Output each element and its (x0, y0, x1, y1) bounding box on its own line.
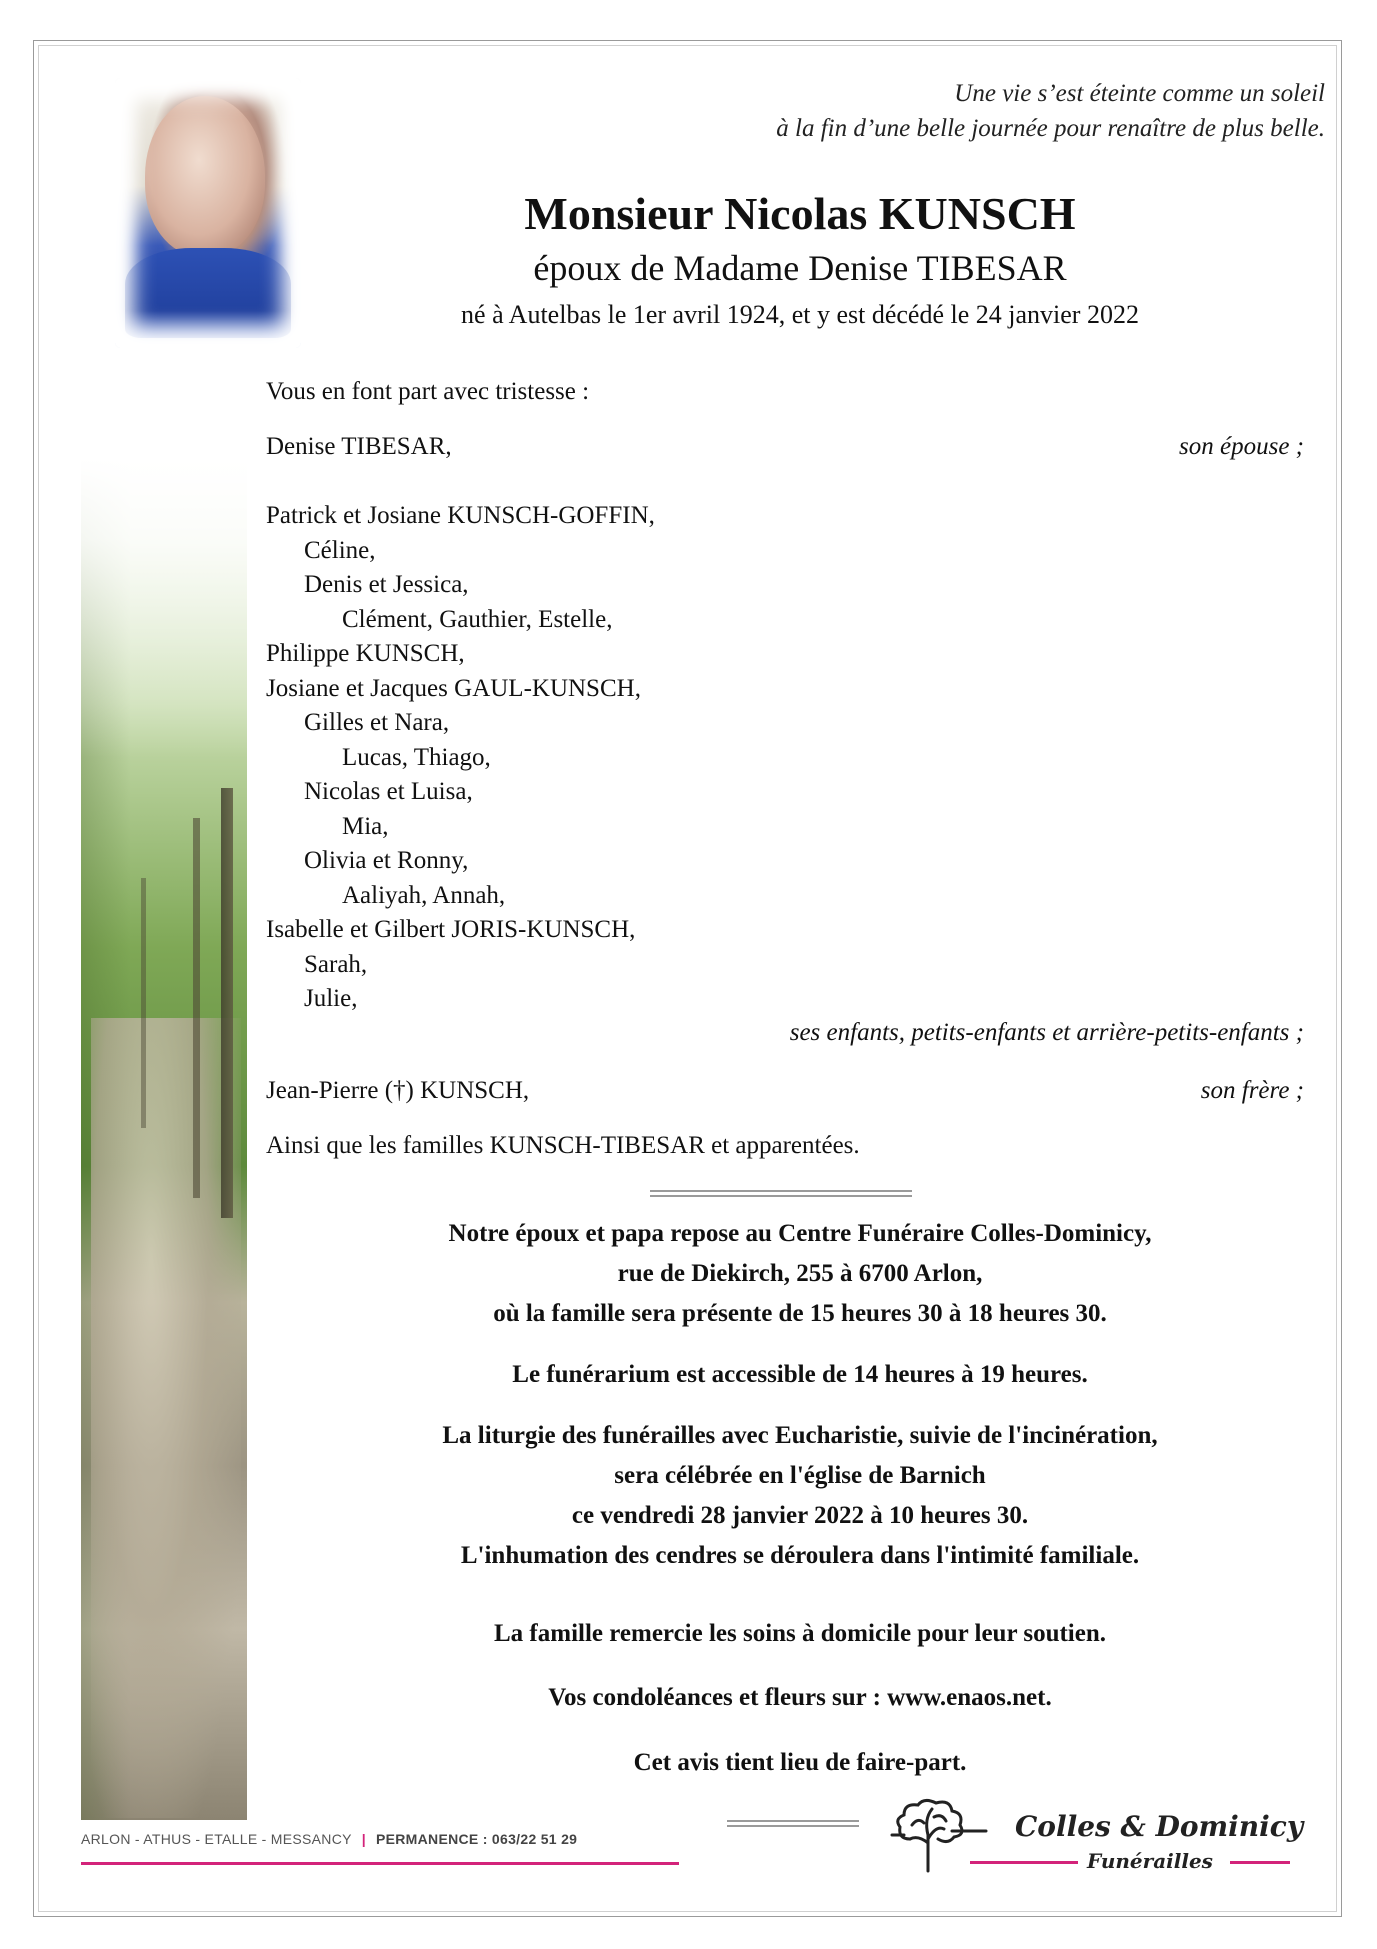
footer-contact (81, 1831, 577, 1847)
quote-line-2: à la fin d’une belle journée pour renaître de plus belle. (776, 115, 1325, 142)
deceased-spouse: époux de Madame Denise TIBESAR (533, 248, 1067, 288)
quote-line-1: Une vie s’est éteinte comme un soleil (954, 80, 1325, 107)
repose-line-2: rue de Diekirch, 255 à 6700 Arlon, (617, 1260, 983, 1287)
epigraph-quote (625, 76, 1325, 146)
family-member-line: Julie, (304, 985, 358, 1012)
deceased-name: Monsieur Nicolas KUNSCH (524, 188, 1076, 239)
birth-death-dates: né à Autelbas le 1er avril 1924, et y est décédé le 24 janvier 2022 (461, 300, 1139, 329)
spouse-line (266, 430, 1304, 465)
portrait-photo (115, 78, 301, 348)
logo-divider (727, 1820, 859, 1827)
family-member-line: Denis et Jessica, (304, 571, 469, 598)
family-member-line: Aaliyah, Annah, (342, 881, 506, 909)
family-member-line: Nicolas et Luisa, (304, 778, 473, 805)
brother-line (266, 1074, 1304, 1109)
footer-separator: | (361, 1831, 366, 1847)
forest-path-image (81, 458, 247, 1820)
spouse-role: son épouse ; (1179, 433, 1304, 460)
family-member-line: Céline, (304, 536, 376, 564)
logo-pink-line-right (1230, 1861, 1290, 1864)
liturgy-line-1: La liturgie des funérailles avec Eucharistie, suivie de l'incinération, (442, 1422, 1158, 1449)
children-list (266, 499, 1304, 1017)
repose-info (300, 1214, 1300, 1334)
children-role-line: ses enfants, petits-enfants et arrière-petits-enfants ; (789, 1019, 1304, 1046)
section-divider (650, 1190, 912, 1197)
announcement-intro: Vous en font part avec tristesse : (266, 378, 590, 405)
family-member-line: Clément, Gauthier, Estelle, (342, 605, 613, 633)
logo-company-sub: Funérailles (1087, 1849, 1213, 1873)
footer-permanence: PERMANENCE : 063/22 51 29 (376, 1831, 578, 1847)
family-member-line: Gilles et Nara, (304, 709, 450, 736)
family-member-line: Mia, (342, 812, 389, 840)
repose-line-1: Notre époux et papa repose au Centre Funéraire Colles-Dominicy, (448, 1220, 1152, 1247)
family-member-line: Olivia et Ronny, (304, 847, 469, 874)
families-line: Ainsi que les familles KUNSCH-TIBESAR et apparentées. (266, 1132, 860, 1159)
spouse-name: Denise TIBESAR, (266, 433, 452, 460)
family-member-line: Philippe KUNSCH, (266, 640, 465, 667)
family-member-line: Lucas, Thiago, (342, 743, 491, 771)
repose-line-3: où la famille sera présente de 15 heures 30 à 18 heures 30. (493, 1300, 1107, 1327)
liturgy-line-4: L'inhumation des cendres se déroulera dans l'intimité familiale. (460, 1542, 1140, 1569)
footer-pink-line-left (81, 1862, 679, 1865)
logo-company-name: Colles & Dominicy (1015, 1810, 1304, 1843)
family-member-line: Patrick et Josiane KUNSCH-GOFFIN, (266, 502, 655, 529)
thanks-info: La famille remercie les soins à domicile pour leur soutien. (494, 1620, 1106, 1647)
logo-pink-line-left (970, 1861, 1078, 1864)
liturgy-info (300, 1416, 1300, 1576)
family-member-line: Isabelle et Gilbert JORIS-KUNSCH, (266, 916, 636, 943)
faire-part-info: Cet avis tient lieu de faire-part. (633, 1749, 967, 1776)
condolences-info: Vos condoléances et fleurs sur : www.enaos.net. (548, 1684, 1052, 1711)
family-member-line: Josiane et Jacques GAUL-KUNSCH, (266, 674, 641, 702)
family-member-line: Sarah, (304, 950, 368, 978)
liturgy-line-3: ce vendredi 28 janvier 2022 à 10 heures 30. (571, 1502, 1029, 1529)
funerarium-info: Le funérarium est accessible de 14 heures à 19 heures. (512, 1361, 1088, 1388)
footer-locations: ARLON - ATHUS - ETALLE - MESSANCY (81, 1831, 352, 1847)
brother-role: son frère ; (1200, 1077, 1304, 1104)
brother-name: Jean-Pierre (†) KUNSCH, (266, 1077, 530, 1104)
liturgy-line-2: sera célébrée en l'église de Barnich (614, 1462, 986, 1489)
